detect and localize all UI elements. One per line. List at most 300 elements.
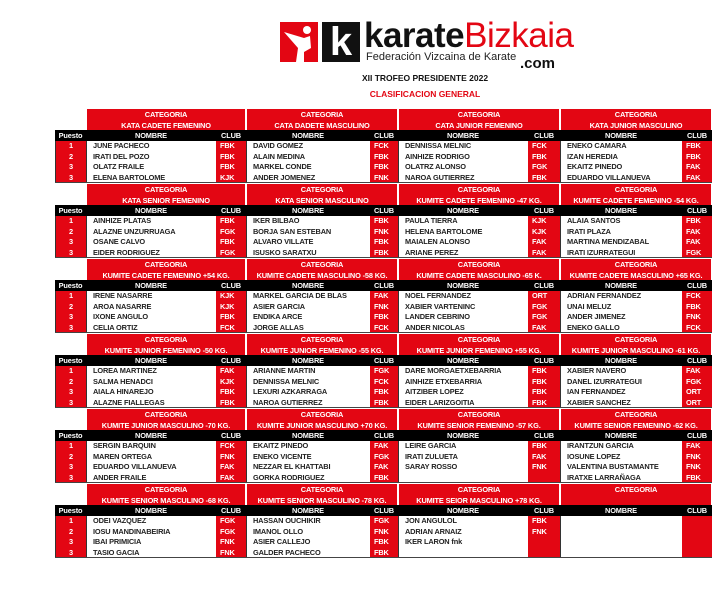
athlete-name: ASIER CALLEJO (246, 537, 370, 548)
athlete-club: FGK (370, 452, 398, 463)
athlete-club: FBK (370, 537, 398, 548)
athlete-club: FNK (216, 537, 246, 548)
category-label: CATEGORIA (300, 410, 344, 419)
category-label: CATEGORIA (144, 110, 188, 119)
athlete-club: FBK (370, 152, 398, 163)
athlete-name: ALAIN MEDINA (246, 152, 370, 163)
club-column-header: CLUB (528, 205, 560, 216)
category-label: CATEGORIA (457, 410, 501, 419)
athlete-name: IRATI DEL POZO (86, 152, 216, 163)
position-header: Puesto (55, 505, 86, 516)
club-column-header: CLUB (216, 130, 246, 141)
club-column-header: CLUB (528, 280, 560, 291)
athlete-name: BORJA SAN ESTEBAN (246, 227, 370, 238)
category-header (398, 483, 560, 505)
athlete-name: SALMA HENADCI (86, 377, 216, 388)
position-cell: 3 (55, 237, 86, 248)
athlete-name: HELENA BARTOLOME (398, 227, 528, 238)
name-column-header: NOMBRE (398, 430, 528, 441)
athlete-club: FNK (682, 462, 712, 473)
athlete-name: IBAI PRIMICIA (86, 537, 216, 548)
position-cell: 1 (55, 216, 86, 227)
category-header (560, 183, 712, 205)
category-label: CATEGORIA (614, 485, 658, 494)
name-column-header: NOMBRE (398, 280, 528, 291)
athlete-name: ALAZNE FIALLEGAS (86, 398, 216, 409)
athlete-club: FAK (682, 441, 712, 452)
position-cell: 1 (55, 516, 86, 527)
category-title: KUMITE CADETE FEMENINO -47 KG. (416, 196, 542, 205)
category-header (86, 258, 246, 280)
k-logo-icon: k (322, 22, 360, 62)
category-header (86, 408, 246, 430)
athlete-club: ORT (528, 291, 560, 302)
athlete-name (560, 537, 682, 548)
name-column-header: NOMBRE (86, 505, 216, 516)
athlete-name: IRATXE LARRAÑAGA (560, 473, 682, 484)
club-column-header: CLUB (216, 430, 246, 441)
athlete-club: FAK (528, 248, 560, 259)
category-header (560, 108, 712, 130)
athlete-name: CELIA ORTIZ (86, 323, 216, 334)
athlete-club: FAK (528, 452, 560, 463)
athlete-club: FAK (216, 473, 246, 484)
athlete-club: FNK (370, 302, 398, 313)
category-title: KATA JUNIOR MASCULINO (589, 121, 683, 130)
athlete-name: ELENA BARTOLOME (86, 173, 216, 184)
athlete-club: FAK (370, 441, 398, 452)
athlete-club: FBK (370, 548, 398, 559)
position-cell: 3 (55, 248, 86, 259)
category-header (246, 183, 398, 205)
athlete-club: FNK (528, 527, 560, 538)
name-column-header: NOMBRE (246, 505, 370, 516)
category-header (398, 333, 560, 355)
athlete-club: FBK (682, 216, 712, 227)
club-column-header: CLUB (216, 205, 246, 216)
name-column-header: NOMBRE (560, 355, 682, 366)
athlete-name: IMANOL OLLO (246, 527, 370, 538)
athlete-club: FAK (682, 237, 712, 248)
club-column-header: CLUB (370, 205, 398, 216)
athlete-name: EIDER LARIZGOITIA (398, 398, 528, 409)
athlete-club: FGK (216, 227, 246, 238)
athlete-club: FBK (370, 216, 398, 227)
athlete-club: FBK (528, 152, 560, 163)
position-header: Puesto (55, 130, 86, 141)
athlete-club: FBK (528, 387, 560, 398)
category-label: CATEGORIA (614, 110, 658, 119)
category-header (560, 258, 712, 280)
athlete-club: FGK (216, 248, 246, 259)
athlete-name: ENEKO GALLO (560, 323, 682, 334)
category-header (86, 183, 246, 205)
category-label: CATEGORIA (300, 485, 344, 494)
athlete-club: FGK (528, 162, 560, 173)
athlete-name: IOSUNE LOPEZ (560, 452, 682, 463)
name-column-header: NOMBRE (560, 130, 682, 141)
athlete-name: IRATI ZULUETA (398, 452, 528, 463)
athlete-name: AROA NASARRE (86, 302, 216, 313)
position-cell: 1 (55, 291, 86, 302)
name-column-header: NOMBRE (398, 205, 528, 216)
category-header (560, 408, 712, 430)
athlete-club: FNK (682, 452, 712, 463)
athlete-name: IRANTZUN GARCIA (560, 441, 682, 452)
category-title: KUMITE CADETE FEMENINO +54 KG. (102, 271, 230, 280)
athlete-club: FCK (216, 323, 246, 334)
athlete-club: FBK (216, 237, 246, 248)
athlete-name: ODEI VAZQUEZ (86, 516, 216, 527)
athlete-name: ALAIA SANTOS (560, 216, 682, 227)
position-cell: 3 (55, 462, 86, 473)
athlete-name: MARTINA MENDIZABAL (560, 237, 682, 248)
category-header (86, 108, 246, 130)
brand-part-2: Bizkaia (464, 16, 574, 55)
athlete-club: FBK (216, 162, 246, 173)
position-header: Puesto (55, 355, 86, 366)
category-title: KUMITE JUNIOR MASCULINO +70 KG. (256, 421, 388, 430)
athlete-club (682, 527, 712, 538)
athlete-club: FCK (370, 141, 398, 152)
athlete-name: ARIANE PEREZ (398, 248, 528, 259)
category-title: CATA JUNIOR FEMENINO (435, 121, 523, 130)
athlete-name: AITZIBER LOPEZ (398, 387, 528, 398)
athlete-club: FNK (682, 312, 712, 323)
athlete-club: FAK (682, 173, 712, 184)
athlete-club: FGK (528, 302, 560, 313)
athlete-name: NAROA GUTIERREZ (398, 173, 528, 184)
athlete-name: PAULA TIERRA (398, 216, 528, 227)
athlete-club: FAK (682, 227, 712, 238)
club-column-header: CLUB (370, 355, 398, 366)
athlete-name: ANDER NICOLAS (398, 323, 528, 334)
name-column-header: NOMBRE (560, 430, 682, 441)
name-column-header: NOMBRE (398, 130, 528, 141)
athlete-club: FNK (216, 452, 246, 463)
athlete-name: OLATZ FRAILE (86, 162, 216, 173)
club-column-header: CLUB (682, 130, 712, 141)
athlete-club: FCK (682, 291, 712, 302)
athlete-name: ENDIKA ARCE (246, 312, 370, 323)
block-divider (55, 557, 712, 558)
athlete-club: FNK (370, 227, 398, 238)
category-label: CATEGORIA (457, 260, 501, 269)
athlete-name: DAVID GOMEZ (246, 141, 370, 152)
athlete-name: AINHIZE RODRIGO (398, 152, 528, 163)
category-title: KUMITE JUNIOR MASCULINO -61 KG. (571, 346, 701, 355)
athlete-club: FGK (682, 377, 712, 388)
category-title: KUMITE CADETE MASCULINO -58 KG. (256, 271, 388, 280)
name-column-header: NOMBRE (560, 205, 682, 216)
athlete-club: FAK (682, 162, 712, 173)
athlete-name: EDUARDO VILLANUEVA (86, 462, 216, 473)
athlete-club: FGK (216, 516, 246, 527)
athlete-club: FAK (528, 237, 560, 248)
category-title: KATA SENIOR MASCULINO (275, 196, 369, 205)
position-cell: 1 (55, 366, 86, 377)
athlete-name: EKAITZ PINEDO (246, 441, 370, 452)
category-header (86, 333, 246, 355)
name-column-header: NOMBRE (246, 355, 370, 366)
athlete-club: KJK (528, 227, 560, 238)
athlete-club: FBK (370, 248, 398, 259)
athlete-name: EKAITZ PINEDO (560, 162, 682, 173)
brand-part-1: karate (364, 16, 465, 55)
athlete-name: AINHIZE PLATAS (86, 216, 216, 227)
name-column-header: NOMBRE (246, 205, 370, 216)
athlete-club: FAK (370, 291, 398, 302)
category-title: KUMITE SEIOR MASCULINO +78 KG. (416, 496, 542, 505)
athlete-club: KJK (216, 377, 246, 388)
category-title: KUMITE JUNIOR FEMENINO -55 KG. (260, 346, 384, 355)
athlete-name: GALDER PACHECO (246, 548, 370, 559)
club-column-header: CLUB (682, 505, 712, 516)
athlete-name: VALENTINA BUSTAMANTE (560, 462, 682, 473)
position-header: Puesto (55, 205, 86, 216)
club-column-header: CLUB (682, 280, 712, 291)
category-label: CATEGORIA (457, 335, 501, 344)
athlete-name: MAREN ORTEGA (86, 452, 216, 463)
athlete-club (682, 516, 712, 527)
athlete-name: IRATI PLAZA (560, 227, 682, 238)
name-column-header: NOMBRE (86, 280, 216, 291)
athlete-name: DENNISSA MELNIC (398, 141, 528, 152)
athlete-club: FBK (370, 237, 398, 248)
athlete-club: FGK (370, 516, 398, 527)
position-cell: 1 (55, 141, 86, 152)
category-label: CATEGORIA (300, 260, 344, 269)
athlete-club (528, 537, 560, 548)
athlete-name: XABIER VARTENINC (398, 302, 528, 313)
athlete-name: LOREA MARTINEZ (86, 366, 216, 377)
athlete-club: FBK (682, 473, 712, 484)
athlete-club: FCK (370, 377, 398, 388)
athlete-name: HASSAN OUCHIKIR (246, 516, 370, 527)
federation-name: Federación Vizcaina de Karate (366, 51, 517, 63)
category-header (560, 333, 712, 355)
athlete-club: KJK (216, 302, 246, 313)
brand-domain: .com (520, 55, 556, 72)
athlete-name: LEXURI AZKARRAGA (246, 387, 370, 398)
brand-name (364, 16, 573, 56)
athlete-club: KJK (216, 291, 246, 302)
position-cell: 3 (55, 537, 86, 548)
name-column-header: NOMBRE (86, 355, 216, 366)
athlete-club (682, 537, 712, 548)
category-label: CATEGORIA (614, 410, 658, 419)
athlete-club: FNK (370, 173, 398, 184)
category-title: KUMITE CADETE MASCULINO +65 KG. (569, 271, 703, 280)
athlete-club: FBK (528, 441, 560, 452)
athlete-name: ENEKO CAMARA (560, 141, 682, 152)
athlete-club: FAK (216, 462, 246, 473)
category-label: CATEGORIA (457, 185, 501, 194)
athlete-club: FBK (370, 473, 398, 484)
athlete-club: KJK (216, 173, 246, 184)
kick-figure-icon (280, 22, 318, 62)
category-label: CATEGORIA (300, 185, 344, 194)
club-column-header: CLUB (370, 130, 398, 141)
position-cell: 2 (55, 302, 86, 313)
athlete-club: FBK (216, 141, 246, 152)
club-column-header: CLUB (528, 355, 560, 366)
category-header (560, 483, 712, 505)
athlete-club: FAK (682, 366, 712, 377)
athlete-name: SERGIN BARQUIN (86, 441, 216, 452)
position-cell: 2 (55, 227, 86, 238)
athlete-club: FBK (528, 366, 560, 377)
athlete-name: OLATRZ ALONSO (398, 162, 528, 173)
athlete-name: DENNISSA MELNIC (246, 377, 370, 388)
athlete-club: FBK (216, 387, 246, 398)
category-header (246, 258, 398, 280)
athlete-name: LEIRE GARCIA (398, 441, 528, 452)
category-title: KUMITE JUNIOR MASCULINO -70 KG. (101, 421, 231, 430)
name-column-header: NOMBRE (86, 130, 216, 141)
athlete-club: FGK (528, 312, 560, 323)
name-column-header: NOMBRE (246, 130, 370, 141)
athlete-club: FBK (216, 398, 246, 409)
athlete-name: IXONE ANGULO (86, 312, 216, 323)
athlete-name: GORKA RODRIGUEZ (246, 473, 370, 484)
athlete-name: ASIER GARCIA (246, 302, 370, 313)
athlete-club: FCK (370, 323, 398, 334)
category-title: KUMITE SENIOR FEMENINO -57 KG. (417, 421, 541, 430)
category-title: CATA DADETE MASCULINO (274, 121, 370, 130)
athlete-name: NEZZAR EL KHATTABI (246, 462, 370, 473)
name-column-header: NOMBRE (86, 430, 216, 441)
athlete-name: SARAY ROSSO (398, 462, 528, 473)
athlete-name: IAN FERNANDEZ (560, 387, 682, 398)
club-column-header: CLUB (682, 205, 712, 216)
category-title: KATA CADETE FEMENINO (121, 121, 211, 130)
athlete-name: IZAN HEREDIA (560, 152, 682, 163)
athlete-club: FGK (682, 248, 712, 259)
category-title: KUMITE CADETE FEMENINO -54 KG. (573, 196, 699, 205)
club-column-header: CLUB (216, 355, 246, 366)
athlete-club: FBK (528, 398, 560, 409)
athlete-name: AINHIZE ETXEBARRIA (398, 377, 528, 388)
category-label: CATEGORIA (144, 335, 188, 344)
athlete-name: ADRIAN ARNAIZ (398, 527, 528, 538)
category-header (246, 408, 398, 430)
athlete-club: FBK (216, 216, 246, 227)
athlete-name: IOSU MANDINABEIRIA (86, 527, 216, 538)
athlete-club: FAK (370, 462, 398, 473)
athlete-club: FBK (528, 377, 560, 388)
athlete-name: EDUARDO VILLANUEVA (560, 173, 682, 184)
athlete-name (560, 516, 682, 527)
category-header (398, 108, 560, 130)
name-column-header: NOMBRE (560, 280, 682, 291)
category-label: CATEGORIA (300, 335, 344, 344)
category-label: CATEGORIA (144, 410, 188, 419)
athlete-name: ANDER JIMENEZ (560, 312, 682, 323)
name-column-header: NOMBRE (398, 355, 528, 366)
athlete-name: ALVARO VILLATE (246, 237, 370, 248)
position-header: Puesto (55, 430, 86, 441)
club-column-header: CLUB (528, 130, 560, 141)
athlete-name: ADRIAN FERNANDEZ (560, 291, 682, 302)
athlete-club: FBK (370, 387, 398, 398)
athlete-name: MARKEL CONDE (246, 162, 370, 173)
category-title: KUMITE SENIOR MASCULINO -68 KG. (101, 496, 231, 505)
category-header (398, 258, 560, 280)
athlete-club: FNK (216, 548, 246, 559)
club-column-header: CLUB (370, 505, 398, 516)
page-title: XII TROFEO PRESIDENTE 2022 (361, 73, 489, 83)
name-column-header: NOMBRE (246, 430, 370, 441)
athlete-club: FAK (528, 323, 560, 334)
athlete-club: FBK (528, 173, 560, 184)
position-cell: 3 (55, 173, 86, 184)
position-header: Puesto (55, 280, 86, 291)
athlete-name: ARIANNE MARTIN (246, 366, 370, 377)
athlete-club: FCK (216, 441, 246, 452)
category-label: CATEGORIA (144, 485, 188, 494)
page-subtitle: CLASIFICACION GENERAL (369, 89, 481, 99)
club-column-header: CLUB (216, 280, 246, 291)
category-title: KUMITE CADETE MASCULINO -65 K. (416, 271, 542, 280)
athlete-name: TASIO GACIA (86, 548, 216, 559)
category-header (398, 408, 560, 430)
club-column-header: CLUB (216, 505, 246, 516)
position-cell: 3 (55, 398, 86, 409)
category-label: CATEGORIA (144, 185, 188, 194)
athlete-name: EIDER RODRIGUEZ (86, 248, 216, 259)
athlete-name (560, 527, 682, 538)
position-cell: 3 (55, 323, 86, 334)
athlete-club: FAK (216, 366, 246, 377)
athlete-club: ORT (682, 398, 712, 409)
name-column-header: NOMBRE (560, 505, 682, 516)
athlete-name: JON ANGULOL (398, 516, 528, 527)
category-label: CATEGORIA (144, 260, 188, 269)
category-title: KUMITE JUNIOR FEMENINO +55 KG. (416, 346, 542, 355)
athlete-club: FBK (216, 312, 246, 323)
athlete-name: ANDER FRAILE (86, 473, 216, 484)
athlete-club: FNK (370, 527, 398, 538)
athlete-name: ALAZNE UNZURRUAGA (86, 227, 216, 238)
club-column-header: CLUB (370, 280, 398, 291)
category-title: KUMITE SENIOR MASCULINO -78 KG. (257, 496, 387, 505)
athlete-name: IKER BILBAO (246, 216, 370, 227)
category-header (246, 108, 398, 130)
category-label: CATEGORIA (614, 335, 658, 344)
position-cell: 2 (55, 377, 86, 388)
athlete-club: FGK (216, 527, 246, 538)
athlete-club: FBK (682, 141, 712, 152)
category-label: CATEGORIA (457, 110, 501, 119)
athlete-club: FBK (682, 302, 712, 313)
athlete-club: FBK (216, 152, 246, 163)
athlete-club: FBK (370, 398, 398, 409)
club-column-header: CLUB (682, 355, 712, 366)
athlete-club: FCK (682, 323, 712, 334)
athlete-name: ISUSKO SARATXU (246, 248, 370, 259)
category-title: KUMITE SENIOR FEMENINO -62 KG. (574, 421, 698, 430)
club-column-header: CLUB (528, 505, 560, 516)
name-column-header: NOMBRE (398, 505, 528, 516)
athlete-club: ORT (682, 387, 712, 398)
position-cell: 3 (55, 548, 86, 559)
category-label: CATEGORIA (614, 260, 658, 269)
name-column-header: NOMBRE (246, 280, 370, 291)
athlete-club: FGK (370, 366, 398, 377)
category-header (246, 483, 398, 505)
athlete-name: AIALA HINAREJO (86, 387, 216, 398)
